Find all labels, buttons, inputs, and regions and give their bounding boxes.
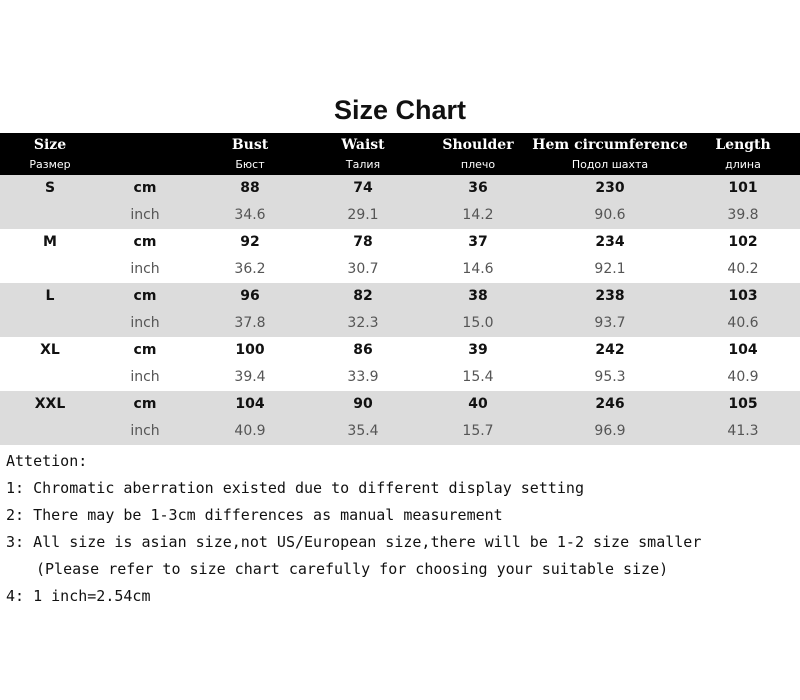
length-inch: 39.8: [727, 207, 759, 223]
bust-cm: 100: [235, 342, 265, 358]
header-shoulder-label: Shoulder: [442, 137, 514, 153]
waist-cm: 86: [353, 342, 373, 358]
shoulder-inch: 15.4: [462, 369, 494, 385]
bust-inch: 34.6: [234, 207, 266, 223]
bust-inch: 37.8: [234, 315, 266, 331]
waist-inch: 29.1: [347, 207, 379, 223]
bust-cm: 88: [240, 180, 260, 196]
hem-inch: 96.9: [594, 423, 626, 439]
waist-inch: 33.9: [347, 369, 379, 385]
length-cm: 105: [728, 396, 758, 412]
header-length-label: Length: [715, 137, 771, 153]
table-row: [0, 283, 800, 337]
waist-cm: 82: [353, 288, 373, 304]
unit-cm-label: cm: [133, 342, 157, 358]
unit-inch-label: inch: [130, 261, 160, 277]
hem-inch: 90.6: [594, 207, 626, 223]
unit-inch-label: inch: [130, 369, 160, 385]
length-inch: 40.2: [727, 261, 759, 277]
bust-inch: 39.4: [234, 369, 266, 385]
shoulder-inch: 15.7: [462, 423, 494, 439]
header-waist-label-ru: Талия: [345, 158, 381, 171]
hem-inch: 95.3: [594, 369, 626, 385]
shoulder-cm: 36: [468, 180, 488, 196]
hem-inch: 92.1: [594, 261, 626, 277]
header-size-label: Size: [33, 137, 67, 153]
length-cm: 103: [728, 288, 758, 304]
waist-cm: 78: [353, 234, 373, 250]
size-label: XXL: [34, 396, 66, 412]
header-length: [703, 133, 783, 175]
bust-inch: 36.2: [234, 261, 266, 277]
hem-cm: 230: [595, 180, 625, 196]
header-bust-label: Bust: [231, 137, 269, 153]
unit-inch-label: inch: [130, 423, 160, 439]
table-row: [0, 175, 800, 229]
size-label: M: [43, 234, 57, 250]
shoulder-inch: 14.2: [462, 207, 494, 223]
note-item: 4: 1 inch=2.54cm: [6, 587, 151, 605]
unit-cm-label: cm: [133, 234, 157, 250]
length-inch: 41.3: [727, 423, 759, 439]
bust-inch: 40.9: [234, 423, 266, 439]
hem-cm: 246: [595, 396, 625, 412]
header-length-label-ru: длина: [725, 158, 761, 171]
shoulder-cm: 37: [468, 234, 488, 250]
size-label: L: [45, 288, 55, 304]
waist-inch: 32.3: [347, 315, 379, 331]
bust-cm: 104: [235, 396, 265, 412]
table-row: [0, 337, 800, 391]
length-cm: 102: [728, 234, 758, 250]
shoulder-cm: 38: [468, 288, 488, 304]
header-hem-label: Hem circumference: [532, 137, 688, 153]
notes-heading: Attetion:: [6, 452, 88, 470]
length-cm: 104: [728, 342, 758, 358]
shoulder-cm: 39: [468, 342, 488, 358]
hem-cm: 242: [595, 342, 625, 358]
header-shoulder-label-ru: плечо: [460, 158, 496, 171]
shoulder-inch: 15.0: [462, 315, 494, 331]
header-waist-label: Waist: [341, 137, 385, 153]
unit-inch-label: inch: [130, 207, 160, 223]
note-item: 2: There may be 1-3cm differences as manual measurement: [6, 506, 503, 524]
header-size-label-ru: Размер: [29, 158, 71, 171]
note-item: 1: Chromatic aberration existed due to different display setting: [6, 479, 584, 497]
waist-inch: 30.7: [347, 261, 379, 277]
shoulder-inch: 14.6: [462, 261, 494, 277]
shoulder-cm: 40: [468, 396, 488, 412]
hem-cm: 238: [595, 288, 625, 304]
header-size: [0, 133, 100, 175]
length-inch: 40.6: [727, 315, 759, 331]
note-item: 3: All size is asian size,not US/European size,there will be 1-2 size smaller: [6, 533, 702, 551]
waist-cm: 90: [353, 396, 373, 412]
table-row: [0, 229, 800, 283]
unit-inch-label: inch: [130, 315, 160, 331]
header-bust: [210, 133, 290, 175]
page-title: Size Chart: [333, 95, 467, 125]
header-waist: [323, 133, 403, 175]
table-row: [0, 391, 800, 445]
unit-cm-label: cm: [133, 180, 157, 196]
header-hem: [530, 133, 690, 175]
bust-cm: 92: [240, 234, 260, 250]
size-label: S: [44, 180, 56, 196]
notes-section: [6, 448, 796, 610]
waist-cm: 74: [353, 180, 373, 196]
length-cm: 101: [728, 180, 758, 196]
size-label: XL: [40, 342, 60, 358]
hem-inch: 93.7: [594, 315, 626, 331]
note-item: (Please refer to size chart carefully for choosing your suitable size): [36, 560, 669, 578]
header-hem-label-ru: Подол шахта: [571, 158, 649, 171]
waist-inch: 35.4: [347, 423, 379, 439]
header-bust-label-ru: Бюст: [235, 158, 265, 171]
unit-cm-label: cm: [133, 396, 157, 412]
bust-cm: 96: [240, 288, 260, 304]
header-shoulder: [433, 133, 523, 175]
length-inch: 40.9: [727, 369, 759, 385]
hem-cm: 234: [595, 234, 625, 250]
unit-cm-label: cm: [133, 288, 157, 304]
table-header: [0, 133, 800, 175]
